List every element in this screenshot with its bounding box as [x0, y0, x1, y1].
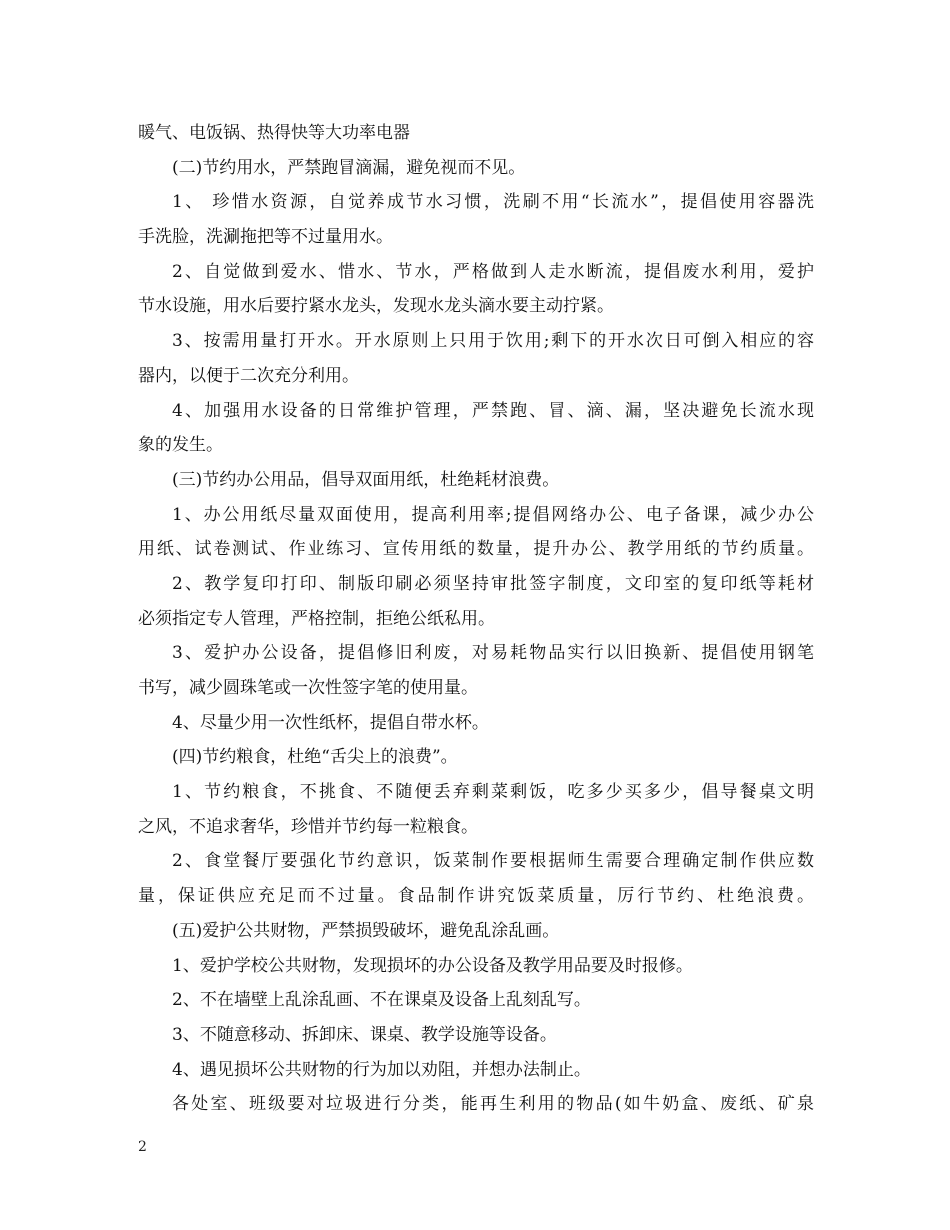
text-line: 1、节约粮食，不挑食、不随便丢弃剩菜剩饭，吃多少买多少，倡导餐桌文明: [172, 782, 814, 803]
text-line: 1、办公用纸尽量双面使用，提高利用率;提倡网络办公、电子备课，减少办公: [172, 504, 814, 525]
page-number: 2: [138, 1139, 147, 1155]
text-line: 3、不随意移动、拆卸床、课桌、教学设施等设备。: [172, 1024, 557, 1045]
text-line: 器内，以便于二次充分利用。: [138, 365, 359, 386]
text-line: 1、 珍惜水资源，自觉养成节水习惯，洗刷不用“长流水”，提倡使用容器洗: [172, 192, 814, 213]
text-line: 2、教学复印打印、制版印刷必须坚持审批签字制度，文印室的复印纸等耗材: [172, 573, 814, 594]
text-line: 之风，不追求奢华，珍惜并节约每一粒粮食。: [138, 816, 478, 837]
text-line: 量，保证供应充足而不过量。食品制作讲究饭菜质量，厉行节约、杜绝浪费。: [138, 886, 814, 907]
text-line: 2、自觉做到爱水、惜水、节水，严格做到人走水断流，提倡废水利用，爱护: [172, 261, 814, 282]
text-line: 必须指定专人管理，严格控制，拒绝公纸私用。: [138, 608, 495, 629]
text-line: 暖气、电饭锅、热得快等大功率电器: [138, 123, 410, 143]
text-line: 4、尽量少用一次性纸杯，提倡自带水杯。: [172, 712, 489, 733]
text-line: 用纸、试卷测试、作业练习、宣传用纸的数量，提升办公、教学用纸的节约质量。: [138, 539, 814, 560]
text-line: 手洗脸，洗涮拖把等不过量用水。: [138, 227, 393, 248]
text-line: 书写，减少圆珠笔或一次性签字笔的使用量。: [138, 678, 478, 698]
text-line: (五)爱护公共财物，严禁损毁破坏，避免乱涂乱画。: [172, 920, 560, 941]
text-line: 2、食堂餐厅要强化节约意识，饭菜制作要根据师生需要合理确定制作供应数: [172, 851, 814, 872]
text-line: (三)节约办公用品，倡导双面用纸，杜绝耗材浪费。: [172, 469, 560, 490]
text-line: 节水设施，用水后要拧紧水龙头，发现水龙头滴水要主动拧紧。: [138, 296, 614, 317]
document-body: [138, 116, 814, 1122]
text-line: (二)节约用水，严禁跑冒滴漏，避免视而不见。: [172, 157, 526, 178]
text-line: 各处室、班级要对垃圾进行分类，能再生利用的物品(如牛奶盒、废纸、矿泉: [172, 1094, 814, 1115]
text-line: (四)节约粮食，杜绝“舌尖上的浪费”。: [172, 747, 458, 768]
text-line: 3、按需用量打开水。开水原则上只用于饮用;剩下的开水次日可倒入相应的容: [172, 331, 814, 352]
text-line: 3、爱护办公设备，提倡修旧利废，对易耗物品实行以旧换新、提倡使用钢笔: [172, 643, 814, 664]
text-line: 1、爱护学校公共财物，发现损坏的办公设备及教学用品要及时报修。: [172, 955, 693, 976]
text-line: 4、加强用水设备的日常维护管理，严禁跑、冒、滴、漏，坚决避免长流水现: [172, 400, 814, 421]
text-line: 4、遇见损坏公共财物的行为加以劝阻，并想办法制止。: [172, 1059, 591, 1080]
text-line: 2、不在墙壁上乱涂乱画、不在课桌及设备上乱刻乱写。: [172, 990, 591, 1011]
text-line: 象的发生。: [138, 435, 223, 456]
